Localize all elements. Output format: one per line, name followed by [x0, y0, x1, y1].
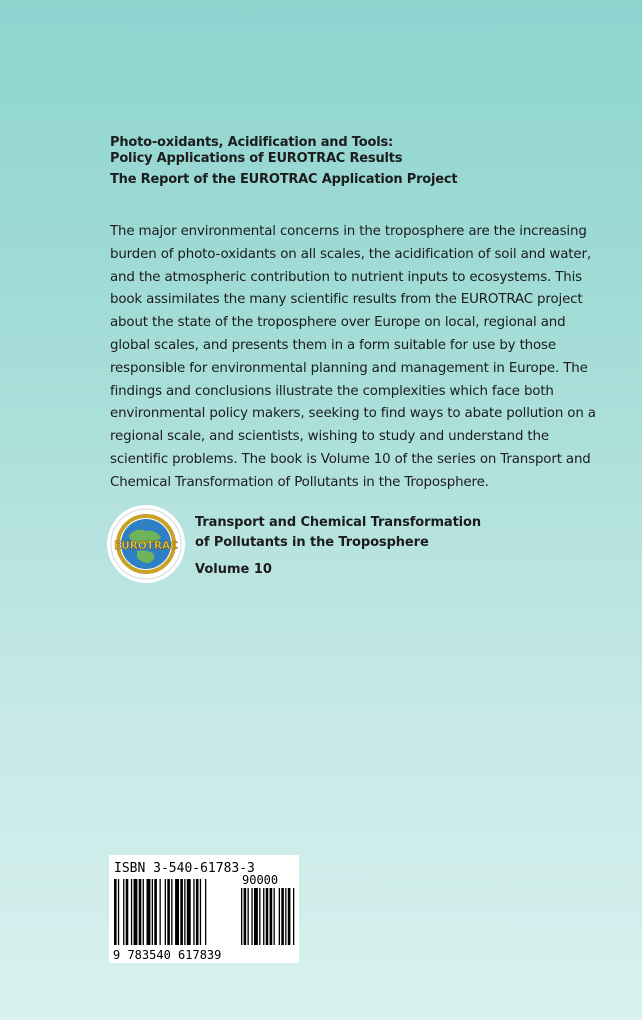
barcode-bar: [123, 879, 124, 945]
addon-bar: [279, 888, 280, 945]
barcode-bar: [175, 879, 179, 945]
book-description: The major environmental concerns in the troposphere are the increasing burden of photo-oxidants on all scales, the acidification of soil and water, and the atmospheric contribution to nutrient inputs to ecosystems. This book assimilates the many scientific results from the EUROTRAC project about the state of the troposphere over Europe on local, regional and global scales, and presents them in a form suitable for use by those responsible for environmental planning and management in Europe. The findings and conclusions illustrate the complexities which face both environmental policy makers, seeking to find ways to abate pollution on a regional scale, and scientists, wishing to study and understand the scientific problems. The book is Volume 10 of the series on Transport and Chemical Transformation of Pollutants in the Troposphere.: [110, 224, 596, 490]
barcode-bar: [152, 879, 153, 945]
addon-bar: [241, 888, 242, 945]
barcode-bar: [134, 879, 138, 945]
barcode-bar: [196, 879, 199, 945]
barcode-bar: [165, 879, 166, 945]
series-volume: Volume 10: [195, 562, 272, 577]
price-addon-bars: [241, 888, 294, 945]
series-title-line-2: of Pollutants in the Troposphere: [195, 535, 429, 550]
logo-text: EUROTRAC: [114, 540, 178, 552]
barcode-bar: [193, 879, 194, 945]
barcode-bar: [180, 879, 183, 945]
addon-bar: [251, 888, 252, 945]
title-block: [110, 135, 580, 188]
barcode-bar: [167, 879, 170, 945]
addon-bar: [288, 888, 291, 945]
addon-bar: [263, 888, 264, 945]
book-subtitle: The Report of the EUROTRAC Application Project: [110, 172, 458, 187]
price-code: 90000: [242, 873, 279, 887]
addon-bar: [270, 888, 273, 945]
barcode-bar: [184, 879, 185, 945]
barcode-bar: [187, 879, 191, 945]
barcode-bar: [143, 879, 144, 945]
barcode-bar: [118, 879, 119, 945]
addon-bar: [254, 888, 258, 945]
barcode-bar: [205, 879, 206, 945]
eurotrac-logo-icon: [107, 505, 185, 583]
barcode-bar: [154, 879, 157, 945]
barcode-bar: [139, 879, 142, 945]
book-title-line-2: Policy Applications of EUROTRAC Results: [110, 151, 403, 166]
addon-bar: [259, 888, 260, 945]
ean-digits: 9 783540 617839: [113, 948, 222, 962]
addon-bar: [266, 888, 269, 945]
barcode-bars: [114, 879, 206, 945]
addon-bar: [285, 888, 286, 945]
barcode-bar: [160, 879, 161, 945]
barcode-bar: [147, 879, 151, 945]
barcode-bar: [171, 879, 172, 945]
addon-bar: [274, 888, 275, 945]
barcode-bar: [200, 879, 201, 945]
barcode-bar: [114, 879, 117, 945]
series-text: [195, 513, 575, 578]
addon-bar: [293, 888, 294, 945]
addon-bar: [281, 888, 284, 945]
isbn-barcode: [109, 855, 299, 963]
barcode-bar: [131, 879, 132, 945]
book-title-line-1: Photo-oxidants, Acidification and Tools:: [110, 135, 393, 150]
series-title-line-1: Transport and Chemical Transformation: [195, 515, 482, 530]
addon-bar: [248, 888, 249, 945]
barcode-bar: [126, 879, 129, 945]
addon-bar: [244, 888, 247, 945]
series-info: [107, 505, 587, 585]
isbn-label: ISBN 3-540-61783-3: [114, 861, 255, 876]
